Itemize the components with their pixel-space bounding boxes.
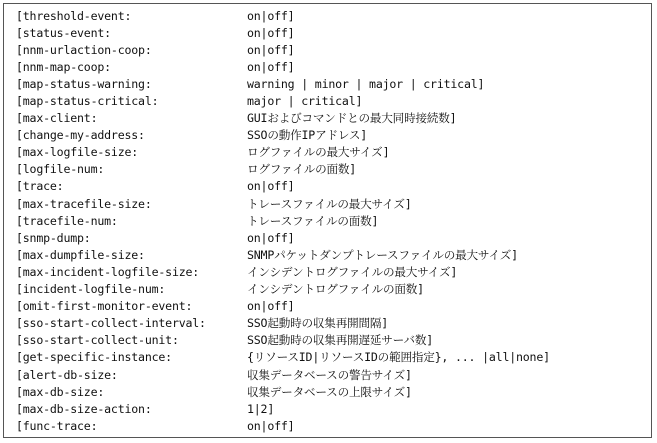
parameter-row <box>16 144 647 161</box>
parameter-value: on|off] <box>247 418 295 433</box>
parameter-value: 1|2] <box>247 401 275 416</box>
parameter-name: [max-client: <box>16 111 98 126</box>
syntax-box <box>3 3 652 438</box>
parameter-list <box>16 7 647 434</box>
parameter-name: [sso-start-collect-interval: <box>16 316 206 331</box>
parameter-name: [func-trace: <box>16 418 98 433</box>
parameter-name: [threshold-event: <box>16 8 132 23</box>
parameter-row <box>16 212 647 229</box>
parameter-value: on|off] <box>247 25 295 40</box>
parameter-value: on|off] <box>247 299 295 314</box>
parameter-row <box>16 298 647 315</box>
parameter-name: [logfile-num: <box>16 162 105 177</box>
parameter-value: on|off] <box>247 59 295 74</box>
parameter-row <box>16 281 647 298</box>
parameter-row <box>16 24 647 41</box>
parameter-value: SSOの動作IPアドレス] <box>247 128 368 143</box>
parameter-row <box>16 246 647 263</box>
parameter-name: [map-status-warning: <box>16 76 152 91</box>
parameter-row <box>16 263 647 280</box>
parameter-name: [tracefile-num: <box>16 213 118 228</box>
parameter-value: ログファイルの最大サイズ] <box>247 145 390 160</box>
parameter-value: on|off] <box>247 230 295 245</box>
parameter-value: warning | minor | major | critical] <box>247 76 485 91</box>
parameter-row <box>16 383 647 400</box>
parameter-row <box>16 92 647 109</box>
parameter-name: [status-event: <box>16 25 111 40</box>
parameter-value: major | critical] <box>247 94 363 109</box>
parameter-value: on|off] <box>247 8 295 23</box>
parameter-row <box>16 349 647 366</box>
parameter-name: [max-dumpfile-size: <box>16 247 145 262</box>
parameter-row <box>16 110 647 127</box>
parameter-row <box>16 178 647 195</box>
parameter-value: SNMPパケットダンプトレースファイルの最大サイズ] <box>247 247 518 262</box>
parameter-value: インシデントログファイルの面数] <box>247 282 424 297</box>
parameter-value: トレースファイルの面数] <box>247 213 379 228</box>
parameter-name: [incident-logfile-num: <box>16 282 166 297</box>
parameter-row <box>16 58 647 75</box>
parameter-value: トレースファイルの最大サイズ] <box>247 196 412 211</box>
parameter-name: [max-logfile-size: <box>16 145 139 160</box>
parameter-row <box>16 75 647 92</box>
parameter-value: SSO起動時の収集再開遅延サーバ数] <box>247 333 434 348</box>
parameter-name: [nnm-map-coop: <box>16 59 111 74</box>
parameter-name: [map-status-critical: <box>16 94 159 109</box>
parameter-name: [trace: <box>16 179 64 194</box>
parameter-name: [max-tracefile-size: <box>16 196 152 211</box>
parameter-name: [omit-first-monitor-event: <box>16 299 193 314</box>
parameter-row <box>16 229 647 246</box>
parameter-row <box>16 332 647 349</box>
parameter-value: ログファイルの面数] <box>247 162 357 177</box>
parameter-value: SSO起動時の収集再開間隔] <box>247 316 389 331</box>
parameter-row <box>16 417 647 434</box>
parameter-name: [get-specific-instance: <box>16 350 172 365</box>
parameter-value: {リソースID|リソースIDの範囲指定}, ... |all|none] <box>247 350 550 365</box>
parameter-value: 収集データベースの警告サイズ] <box>247 367 412 382</box>
parameter-name: [snmp-dump: <box>16 230 91 245</box>
parameter-row <box>16 41 647 58</box>
parameter-name: [alert-db-size: <box>16 367 118 382</box>
parameter-row <box>16 315 647 332</box>
parameter-name: [nnm-urlaction-coop: <box>16 42 152 57</box>
parameter-value: on|off] <box>247 179 295 194</box>
parameter-name: [max-db-size: <box>16 384 105 399</box>
parameter-name: [max-incident-logfile-size: <box>16 264 200 279</box>
parameter-row <box>16 7 647 24</box>
parameter-value: GUIおよびコマンドとの最大同時接続数] <box>247 111 457 126</box>
parameter-name: [change-my-address: <box>16 128 145 143</box>
parameter-row <box>16 366 647 383</box>
parameter-row <box>16 400 647 417</box>
parameter-value: on|off] <box>247 42 295 57</box>
parameter-row <box>16 161 647 178</box>
parameter-value: インシデントログファイルの最大サイズ] <box>247 264 458 279</box>
parameter-name: [max-db-size-action: <box>16 401 152 416</box>
parameter-value: 収集データベースの上限サイズ] <box>247 384 412 399</box>
parameter-row <box>16 195 647 212</box>
parameter-name: [sso-start-collect-unit: <box>16 333 179 348</box>
parameter-row <box>16 127 647 144</box>
